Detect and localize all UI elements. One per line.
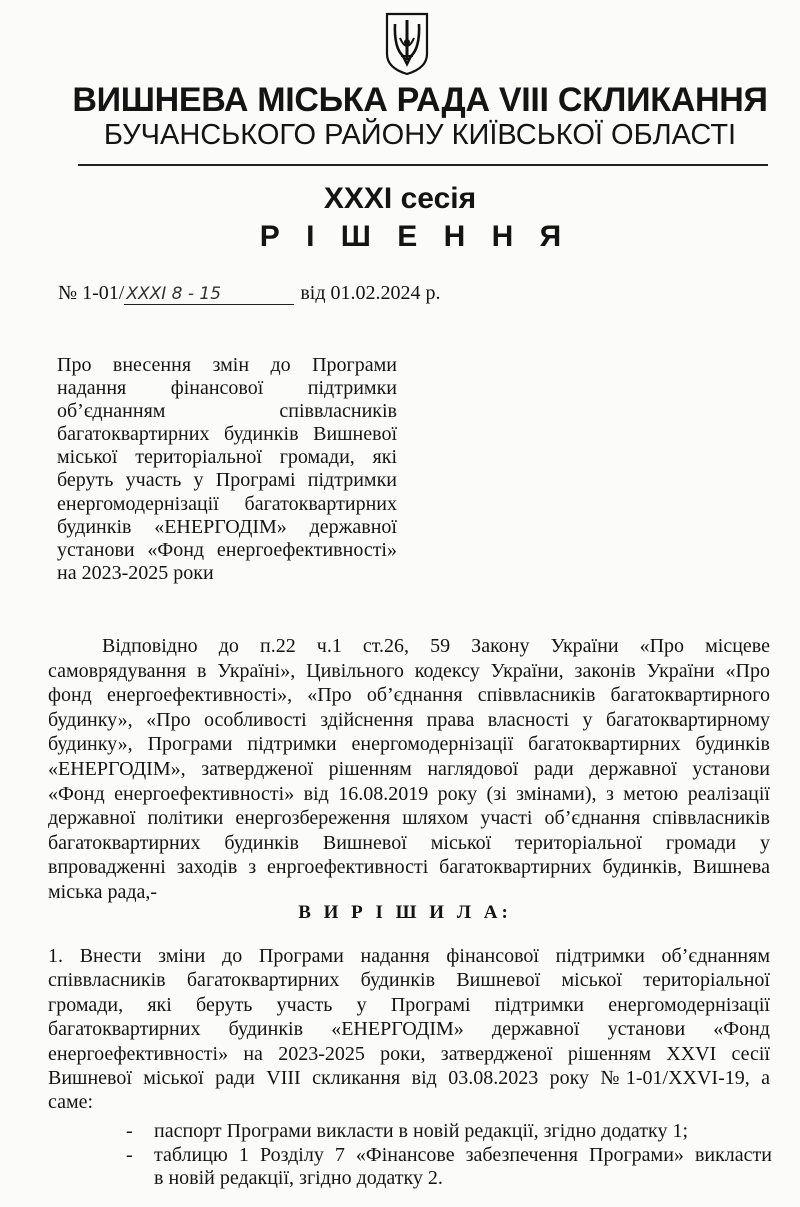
bullet-text <box>154 1144 772 1191</box>
preamble-line: будинку», «Про особливості здійснення права власності у багатоквартирному <box>48 708 770 731</box>
trident-emblem-icon <box>383 8 431 78</box>
bullet-item <box>126 1120 772 1144</box>
preamble-line: державної політики енергозбереження шляхом участі об’єднання співвласників <box>48 807 770 830</box>
subject-line: будинків «ЕНЕРГОДІМ» державної <box>57 515 397 538</box>
handwritten-number: XXXI 8 - 15 <box>124 284 294 305</box>
preamble-line: «Фонд енергоефективності» від 16.08.2019 року (зі змінами), з метою реалізації <box>48 782 770 805</box>
resolution-bullet-list <box>126 1120 772 1191</box>
document-type: Р І Ш Е Н Н Я <box>259 220 571 253</box>
subject-line: об’єднанням співвласників <box>57 400 397 423</box>
decision-subject <box>57 354 397 585</box>
item-line: громади, які беруть участь у Програмі підтримки енергомодернізації <box>48 993 770 1016</box>
bullet-line: в новій редакції, згідно додатку 2. <box>154 1167 443 1189</box>
bullet-item <box>126 1144 772 1191</box>
council-name: ВИШНЕВА МІСЬКА РАДА VIII СКЛИКАННЯ <box>72 81 768 119</box>
item-line: співвласників багатоквартирних будинків Вишневої міської територіальної <box>48 969 770 992</box>
resolution-item-1 <box>48 944 770 1115</box>
subject-line: енергомодернізації багатоквартирних <box>57 492 397 515</box>
preamble-line: Відповідно до п.22 ч.1 ст.26, 59 Закону України «Про місцеве <box>102 635 770 657</box>
subject-line: Про внесення змін до Програми <box>57 354 397 376</box>
header-divider <box>78 164 768 166</box>
item-line: багатоквартирних будинків «ЕНЕРГОДІМ» державної установи «Фонд <box>48 1018 770 1041</box>
decision-date: від 01.02.2024 р. <box>300 282 441 304</box>
bullet-line: паспорт Програми викласти в новій редакції, згідно додатку 1; <box>154 1120 689 1142</box>
subject-line: міської територіальної громади, які <box>57 446 397 469</box>
resolved-heading: В И Р І Ш И Л А: <box>298 902 512 923</box>
subject-line: надання фінансової підтримки <box>57 377 397 400</box>
preamble-line: самоврядування в Україні», Цивільного кодексу України, законів України «Про <box>48 659 770 682</box>
decision-number <box>58 282 441 305</box>
subject-line: беруть участь у Програмі підтримки <box>57 469 397 492</box>
subject-line: багатоквартирних будинків Вишневої <box>57 423 397 446</box>
bullet-text <box>154 1120 772 1144</box>
number-prefix: № 1-01/ <box>58 282 125 304</box>
bullet-dash: - <box>126 1143 133 1166</box>
bullet-dash: - <box>126 1120 133 1142</box>
preamble-line: багатоквартирних будинків Вишневої міської територіальної громади у <box>48 831 770 854</box>
session-title: XXXI сесія <box>323 182 477 215</box>
preamble-line: впровадженні заходів з енргоефективності багатоквартирних будинків, Вишнева <box>48 856 770 879</box>
item-line: Вишневої міської ради VIII скликання від 03.08.2023 року №1-01/XXVI-19, а <box>48 1067 770 1090</box>
preamble-line: міська рада,- <box>48 880 158 903</box>
subject-line: на 2023-2025 роки <box>57 561 214 584</box>
district-line: БУЧАНСЬКОГО РАЙОНУ КИЇВСЬКОЇ ОБЛАСТІ <box>103 119 737 151</box>
subject-line: установи «Фонд енергоефективності» <box>57 538 397 561</box>
preamble-paragraph <box>48 634 770 905</box>
item-line: енергоефективності» на 2023-2025 роки, затвердженої рішенням XXVI сесії <box>48 1042 770 1065</box>
item-line: 1. Внести зміни до Програми надання фінансової підтримки об’єднанням <box>48 945 770 967</box>
item-line: саме: <box>48 1091 94 1114</box>
preamble-line: «ЕНЕРГОДІМ», затвердженої рішенням наглядової ради державної установи <box>48 757 770 780</box>
preamble-line: будинку», Програми підтримки енергомодернізації багатоквартирних будинків <box>48 733 770 756</box>
bullet-line: таблицю 1 Розділу 7 «Фінансове забезпечення Програми» викласти <box>154 1143 772 1166</box>
preamble-line: фонд енергоефективності», «Про об’єднання співвласників багатоквартирного <box>48 684 770 707</box>
